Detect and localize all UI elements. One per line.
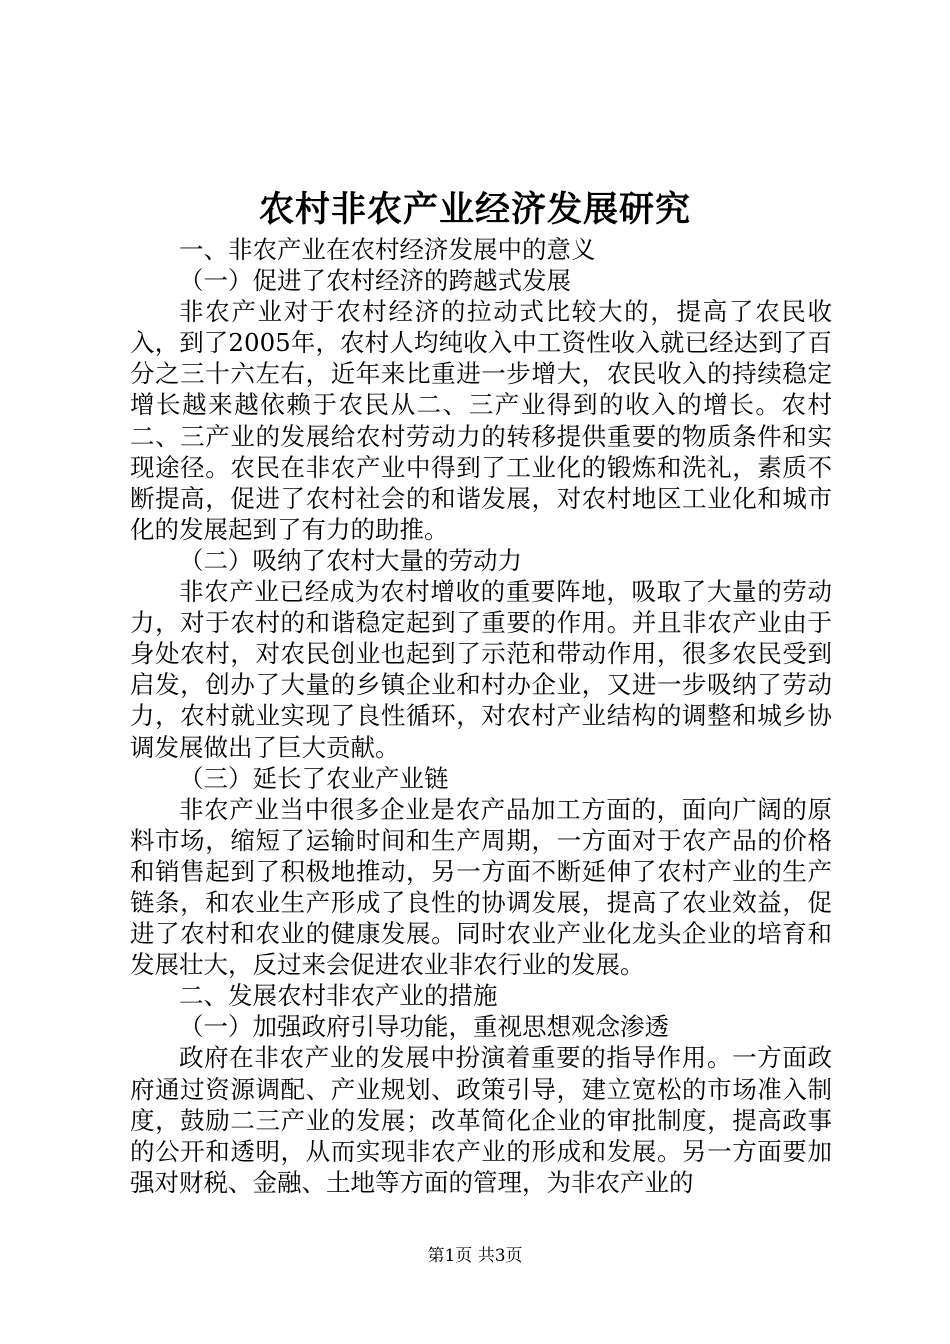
document-body: [130, 234, 832, 1198]
section-heading-1: 一、非农产业在农村经济发展中的意义: [179, 235, 596, 264]
subsection-heading-1-1: （一）促进了农村经济的跨越式发展: [179, 266, 571, 296]
page-footer: 第1页 共3页: [427, 1246, 523, 1266]
document-title: 农村非农产业经济发展研究: [258, 189, 691, 230]
paragraph-3: 非农产业当中很多企业是农产品加工方面的，面向广阔的原料市场，缩短了运输时间和生产周期，一方面对于农产品的价格和销售起到了积极地推动，另一方面不断延伸了农村产业的生产链条，和农业生产形成了良性的协调发展，提高了农业效益，促进了农村和农业的健康发展。同时农业产业化龙头企业的培育和发展壮大，反过来会促进农业非农行业的发展。: [130, 794, 832, 980]
paragraph-1: 非农产业对于农村经济的拉动式比较大的，提高了农民收入，到了2005年，农村人均纯收入中工资性收入就已经达到了百分之三十六左右，近年来比重进一步增大，农民收入的持续稳定增长越来越依赖于农民从二、三产业得到的收入的增长。农村二、三产业的发展给农村劳动力的转移提供重要的物质条件和实现途径。农民在非农产业中得到了工业化的锻炼和洗礼，素质不断提高，促进了农村社会的和谐发展，对农村地区工业化和城市化的发展起到了有力的助推。: [130, 297, 832, 544]
paragraph-4: 政府在非农产业的发展中扮演着重要的指导作用。一方面政府通过资源调配、产业规划、政策引导，建立宽松的市场准入制度，鼓励二三产业的发展；改革简化企业的审批制度，提高政事的公开和透明，从而实现非农产业的形成和发展。另一方面要加强对财税、金融、土地等方面的管理，为非农产业的: [130, 1043, 832, 1197]
subsection-heading-1-3: （三）延长了农业产业链: [179, 763, 449, 793]
section-heading-2: 二、发展农村非农产业的措施: [179, 981, 498, 1011]
subsection-heading-2-1: （一）加强政府引导功能，重视思想观念渗透: [179, 1012, 669, 1042]
subsection-heading-1-2: （二）吸纳了农村大量的劳动力: [179, 545, 522, 575]
paragraph-2: 非农产业已经成为农村增收的重要阵地，吸取了大量的劳动力，对于农村的和谐稳定起到了重要的作用。并且非农产业由于身处农村，对农民创业也起到了示范和带动作用，很多农民受到启发，创办了大量的乡镇企业和村办企业，又进一步吸纳了劳动力，农村就业实现了良性循环，对农村产业结构的调整和城乡协调发展做出了巨大贡献。: [130, 577, 832, 762]
